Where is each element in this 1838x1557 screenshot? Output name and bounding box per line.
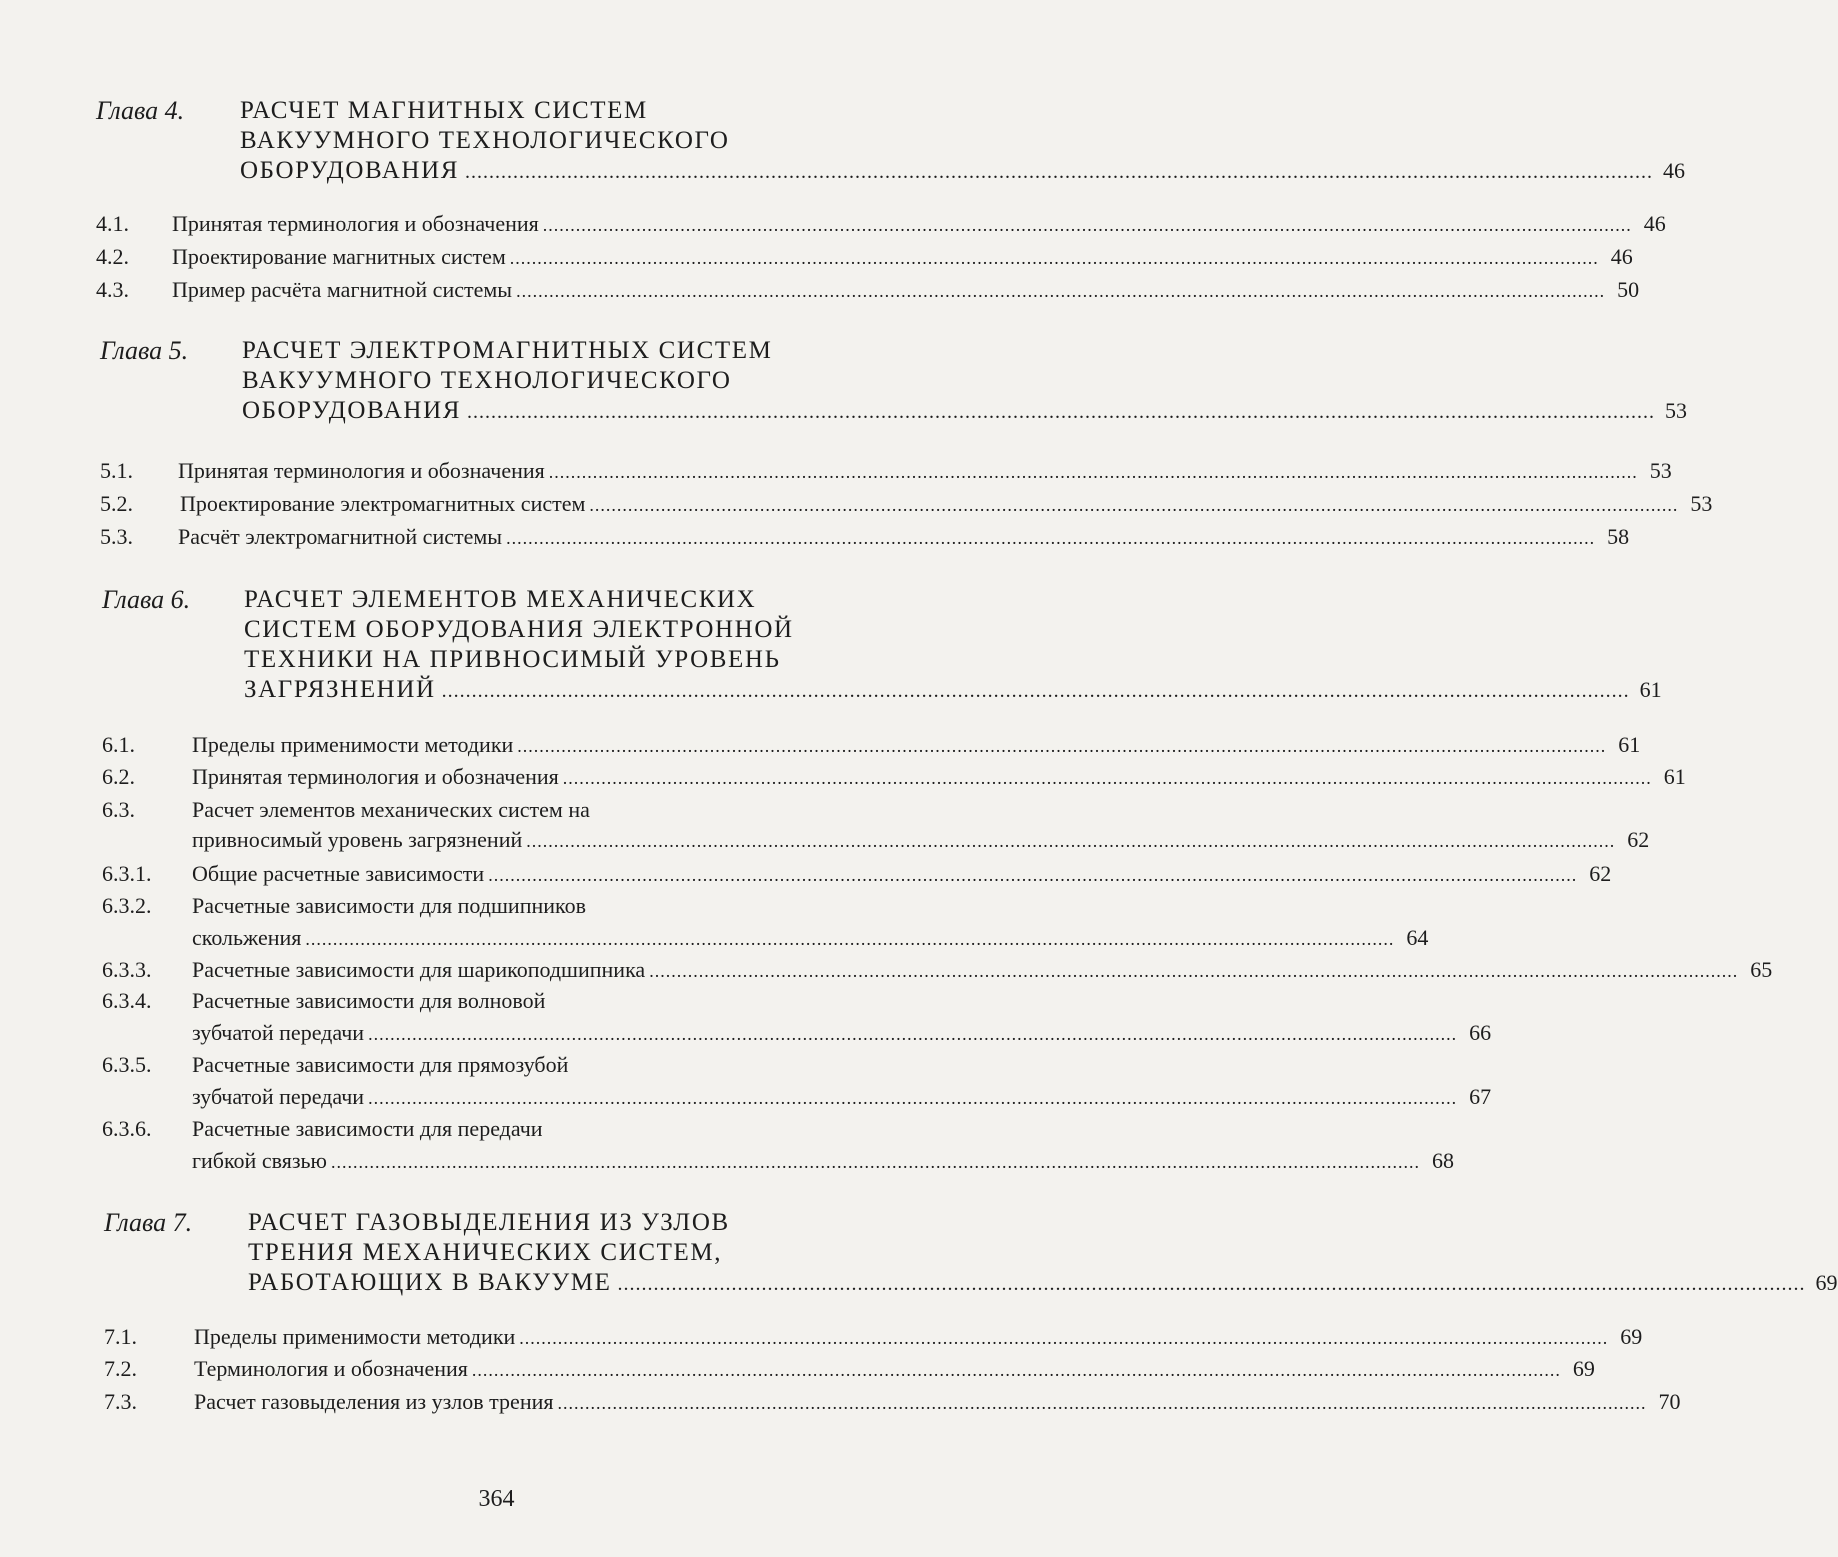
entry-title: Расчёт электромагнитной системы xyxy=(178,524,503,549)
page-number: 64 xyxy=(1406,925,1429,950)
entry-title: Пределы применимости методики xyxy=(192,732,514,757)
dot-leader xyxy=(563,768,1652,789)
entry-title: Общие расчетные зависимости xyxy=(192,861,485,886)
toc-entry[interactable] xyxy=(102,1116,1454,1174)
entry-number: 5.1. xyxy=(100,458,133,483)
page-number: 53 xyxy=(1649,458,1672,483)
entry-number: 6.3.5. xyxy=(102,1052,152,1077)
entry-title: Расчетные зависимости для прямозубой xyxy=(192,1052,569,1077)
page-number: 69 xyxy=(1815,1270,1838,1295)
chapter-title xyxy=(240,96,1685,187)
chapter-title-line: ТЕХНИКИ НА ПРИВНОСИМЫЙ УРОВЕНЬ xyxy=(244,646,781,673)
toc-entry[interactable] xyxy=(102,861,1612,887)
entry-title: Принятая терминология и обозначения xyxy=(192,764,559,789)
dot-leader xyxy=(517,736,1606,757)
entry-title: Расчет элементов механических систем на xyxy=(192,797,590,822)
dot-leader xyxy=(618,1269,1806,1299)
chapter-title-line: ЗАГРЯЗНЕНИЙ xyxy=(244,676,436,703)
entry-number: 4.3. xyxy=(96,277,129,302)
page-number: 53 xyxy=(1665,398,1687,423)
toc-entry[interactable] xyxy=(102,957,1773,983)
entry-number: 4.2. xyxy=(96,244,129,269)
page-number: 69 xyxy=(1572,1356,1595,1381)
page-number: 70 xyxy=(1658,1389,1681,1414)
dot-leader xyxy=(549,462,1638,483)
page-number: 46 xyxy=(1610,244,1633,269)
toc-entry[interactable] xyxy=(102,797,1650,853)
page-number: 62 xyxy=(1627,827,1650,852)
entry-title: Расчетные зависимости для подшипников xyxy=(192,893,586,918)
page-number: 62 xyxy=(1589,861,1612,886)
toc-entry[interactable] xyxy=(102,732,1641,758)
toc-entry[interactable] xyxy=(104,1356,1595,1382)
toc-entry[interactable] xyxy=(100,458,1672,484)
dot-leader xyxy=(331,1152,1420,1173)
entry-title: Расчетные зависимости для шарикоподшипника xyxy=(192,957,646,982)
entry-title: Пределы применимости методики xyxy=(194,1324,516,1349)
page-number: 68 xyxy=(1431,1148,1454,1173)
entry-number: 6.3.1. xyxy=(102,861,152,886)
dot-leader xyxy=(510,248,1599,269)
chapter-title-line: ВАКУУМНОГО ТЕХНОЛОГИЧЕСКОГО xyxy=(242,367,732,394)
toc-entry[interactable] xyxy=(104,1324,1643,1350)
chapter-title-line: РАСЧЕТ ГАЗОВЫДЕЛЕНИЯ ИЗ УЗЛОВ xyxy=(248,1209,730,1236)
chapter-title-line: РАБОТАЮЩИХ В ВАКУУМЕ xyxy=(248,1269,612,1296)
entry-title: гибкой связью xyxy=(192,1148,327,1173)
entry-number: 6.3.2. xyxy=(102,893,152,918)
entry-title: скольжения xyxy=(192,925,302,950)
dot-leader xyxy=(558,1393,1647,1414)
chapter-label: Глава 7. xyxy=(104,1208,193,1237)
entry-number: 7.1. xyxy=(104,1324,137,1349)
entry-title: Расчет газовыделения из узлов трения xyxy=(194,1389,554,1414)
toc-entry[interactable] xyxy=(102,988,1492,1046)
entry-number: 7.3. xyxy=(104,1389,137,1414)
dot-leader xyxy=(516,281,1605,302)
entry-number: 6.3.3. xyxy=(102,957,152,982)
chapter-title-line: РАСЧЕТ ЭЛЕКТРОМАГНИТНЫХ СИСТЕМ xyxy=(242,337,773,364)
page-number: 61 xyxy=(1663,764,1686,789)
entry-title: Принятая терминология и обозначения xyxy=(178,458,545,483)
entry-number: 6.3.6. xyxy=(102,1116,152,1141)
page-number: 53 xyxy=(1690,491,1713,516)
entry-number: 7.2. xyxy=(104,1356,137,1381)
chapter-title-line: РАСЧЕТ ЭЛЕМЕНТОВ МЕХАНИЧЕСКИХ xyxy=(244,586,757,613)
chapter-title-line: СИСТЕМ ОБОРУДОВАНИЯ ЭЛЕКТРОННОЙ xyxy=(244,616,794,643)
entry-title: Терминология и обозначения xyxy=(194,1356,468,1381)
chapter-title xyxy=(248,1208,1838,1299)
entry-title: Расчетные зависимости для передачи xyxy=(192,1116,543,1141)
dot-leader xyxy=(368,1024,1457,1045)
dot-leader xyxy=(649,961,1738,982)
chapter-title-line: ОБОРУДОВАНИЯ xyxy=(242,397,461,424)
page-number: 67 xyxy=(1469,1084,1492,1109)
page-number: 61 xyxy=(1639,677,1662,702)
footer-page-number: 364 xyxy=(478,1486,515,1512)
toc-entry[interactable] xyxy=(102,1052,1492,1110)
entry-number: 4.1. xyxy=(96,211,129,236)
page-number: 58 xyxy=(1607,524,1630,549)
chapter-title xyxy=(244,585,1662,706)
page-number: 66 xyxy=(1469,1020,1492,1045)
entry-title: привносимый уровень загрязнений xyxy=(192,827,523,852)
dot-leader xyxy=(368,1088,1457,1109)
entry-number: 6.1. xyxy=(102,732,135,757)
chapter-title-line: ТРЕНИЯ МЕХАНИЧЕСКИХ СИСТЕМ, xyxy=(248,1239,723,1266)
entry-title: Расчетные зависимости для волновой xyxy=(192,988,546,1013)
entry-number: 5.3. xyxy=(100,524,133,549)
toc-entry[interactable] xyxy=(96,211,1666,237)
chapter-title-line: ВАКУУМНОГО ТЕХНОЛОГИЧЕСКОГО xyxy=(240,127,730,154)
dot-leader xyxy=(465,157,1653,187)
chapter-title-line: ОБОРУДОВАНИЯ xyxy=(240,157,459,184)
toc-entry[interactable] xyxy=(100,491,1713,517)
entry-title: Проектирование магнитных систем xyxy=(172,244,506,269)
dot-leader xyxy=(442,676,1630,706)
entry-title: Пример расчёта магнитной системы xyxy=(172,277,513,302)
page-number: 69 xyxy=(1620,1324,1643,1349)
toc-entry[interactable] xyxy=(96,277,1640,303)
chapter-title-line: РАСЧЕТ МАГНИТНЫХ СИСТЕМ xyxy=(240,97,648,124)
entry-number: 6.3.4. xyxy=(102,988,152,1013)
dot-leader xyxy=(305,929,1394,950)
dot-leader xyxy=(488,865,1577,886)
dot-leader xyxy=(506,528,1595,549)
toc-entry[interactable] xyxy=(102,764,1686,790)
dot-leader xyxy=(472,1360,1561,1381)
toc-entry[interactable] xyxy=(104,1389,1681,1415)
page-number: 46 xyxy=(1643,211,1666,236)
dot-leader xyxy=(467,397,1655,427)
toc-entry[interactable] xyxy=(102,893,1429,951)
page-number: 46 xyxy=(1663,158,1685,183)
dot-leader xyxy=(519,1328,1608,1349)
page-number: 65 xyxy=(1750,957,1773,982)
entry-title: зубчатой передачи xyxy=(192,1084,365,1109)
entry-title: Проектирование электромагнитных систем xyxy=(180,491,586,516)
toc-entry[interactable] xyxy=(96,244,1633,270)
entry-title: Принятая терминология и обозначения xyxy=(172,211,539,236)
toc-entry[interactable] xyxy=(100,524,1630,550)
dot-leader xyxy=(526,831,1615,852)
page-number: 61 xyxy=(1618,732,1641,757)
page-number: 50 xyxy=(1617,277,1640,302)
entry-number: 6.2. xyxy=(102,764,135,789)
chapter-title xyxy=(242,336,1687,427)
chapter-label: Глава 6. xyxy=(102,585,191,614)
entry-number: 6.3. xyxy=(102,797,135,822)
dot-leader xyxy=(589,495,1678,516)
entry-number: 5.2. xyxy=(100,491,133,516)
dot-leader xyxy=(543,215,1632,236)
chapter-label: Глава 4. xyxy=(96,96,185,125)
chapter-label: Глава 5. xyxy=(100,336,189,365)
entry-title: зубчатой передачи xyxy=(192,1020,365,1045)
